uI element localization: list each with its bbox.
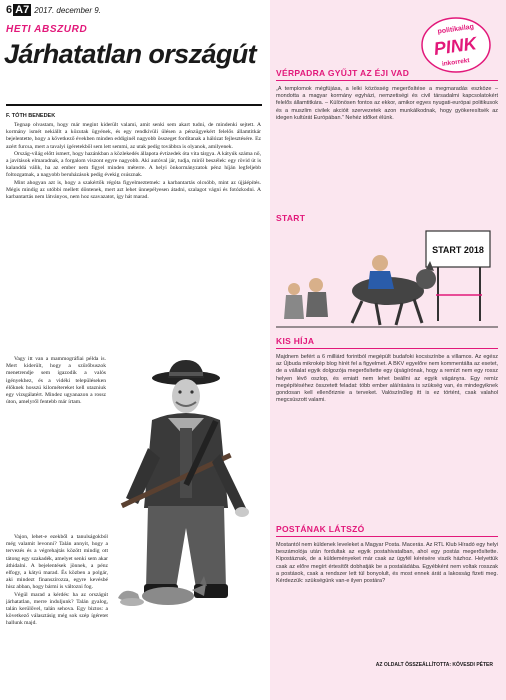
article-body-bottom bbox=[6, 534, 108, 694]
brand-word: PINK bbox=[432, 33, 478, 59]
headline: Járhatatlan országút bbox=[4, 39, 257, 69]
sidebar-section-title: START bbox=[276, 213, 306, 223]
page-code: A7 bbox=[15, 4, 30, 16]
sidebar-section-title: KIS HÍJA bbox=[276, 336, 315, 346]
paragraph: Vajon, lehet-e ezekből a tanulságokból még valamit levonni? Talán annyit, hogy a tervezés és a végrehajtás között mindig ott tátong egy szakadék, amelyet senki sem akar áthidalni. A bejelentések jönnek, a pénz elfogy, a kátyú marad. És közben a polgár, aki mindezt finanszírozza, egyre kevésbé hisz abban, hogy bármi is változni fog. bbox=[6, 534, 108, 591]
start-sign-text: START 2018 bbox=[432, 245, 484, 255]
sidebar-section-title: POSTÁNAK LÁTSZÓ bbox=[276, 524, 365, 534]
paragraph: Tegnap olvastam, hogy már megint kiderült valami, amit senki sem akart tudni, de mindenki sejtett. A kormány ismét nekiállt a közutak ügyének, és egy rendkívüli ülésen a pénzügyekért felelős államtitkár bejelentette, hogy a következő években minden eddiginél nagyobb összeget fordítanak a hálózat fejlesztésére. Ez azért furcsa, mert a tavalyi ígéretekből sem lett semmi, az utak pedig továbbra is olyanok, amilyenek. bbox=[6, 122, 261, 150]
pink-brand-logo bbox=[420, 14, 492, 76]
page-header bbox=[6, 4, 101, 16]
page-number: 6 bbox=[6, 4, 13, 16]
article-body-top bbox=[6, 122, 261, 355]
section-rule bbox=[276, 80, 498, 81]
paragraph: Ország-világ előtt ismert, hogy hazánkban a közlekedés állapota évtizedek óta vita tárgya. A kátyúk száma nő, a javítások elmaradnak, a forgalom viszont egyre nagyobb. Aki autóval jár, tudja, miről beszélek: egy rövid út is kalanddá válik, ha az ember nem figyel minden méterre. A helyi önkormányzatok pénz híján legfeljebb foltozgatnak, a nagyobb beruházások pedig évekig csúsznak. bbox=[6, 150, 261, 179]
start-cartoon bbox=[276, 225, 498, 335]
issue-date: 2017. december 9. bbox=[34, 6, 101, 15]
sidebar-section-text: „A templomok mégfújása, a lelki közösség megerősítése a megmaradás eszköze – mondotta a magyar kormány egyházi, nemzetiségi és civil társadalmi kapcsolatokért felelős államtitkára. – Különösen fontos az ekkor, amikor egyes nyugati-európai politikusok és a muszlim civilek akcióit szervezetek azon munkálkodnak, hogy gyökeresítsék az idegen kultúrát Európában.” Nehéz időket élünk. bbox=[276, 86, 498, 121]
sidebar-section-text: Majdnem befért a 6 milliárd forintból megépült budafoki kocsiszínbe a villamos. Az egész az Újbuda mikrokép blog hírét fel a figyelmet. A BKV egyelőre nem kommentálta az esetet, de a vállalat egyik dolgozója megerősítette egy újságírónak, hogy a remízt nem egy rossz helyen lévő oszlop, és emiatt nem lehet beállni az egyik vágányra. Egy remíz megépítéséhez összetett feladat: több ember aláírására is szükség van, és mindegyiknek gondosan kell ellenőriznie a terveket. Valószínűleg itt is ez történt, csak valahol megcsúszott valami. bbox=[276, 354, 498, 404]
hunter-photo bbox=[108, 358, 264, 610]
page-credit: AZ OLDALT ÖSSZEÁLLÍTOTTA: KÖVESDI PÉTER bbox=[375, 662, 493, 668]
article-body-side bbox=[6, 356, 106, 534]
section-rule bbox=[276, 348, 498, 349]
paragraph: Vagy itt van a mammográfiai példa is. Mert kiderült, hogy a szűrőbuszok menetrendje sem igazodik a valós igényekhez, és a vidéki településeken élőknek hosszú kilométereket kell utazniuk egy vizsgálatért. Mindez ugyanazon a rossz úton, amelyről fentebb már írtam. bbox=[6, 356, 106, 406]
section-rule bbox=[276, 536, 498, 537]
sidebar-section-text: Mostantól nem küldenek leveleket a Magyar Posta. Macerás. Az RTL Klub Híradó egy helyi beszámolója után fordultak az egyik postahivatalban, ahol egy postás megerősítette. Kipostáznak, de a küldeményeket már csak az ügyfél kérésére viszik házhoz. Helyettük csak az előre megírt értesítőt dobhatják be a postaládába. Egyébként nem voltak rosszak a postások, csak a rendszer lett túl bonyolult, és most ennek árát a lakosság fizeti meg. Kérdezzük: szükségünk van-e ilyen postára? bbox=[276, 542, 498, 585]
brand-line-bottom: inkorrekt bbox=[441, 57, 471, 68]
byline: F. TÓTH BENEDEK bbox=[6, 113, 56, 119]
section-label: HETI ABSZURD bbox=[6, 24, 88, 35]
sidebar-section-title: VÉRPADRA GYŰJT AZ ÉJI VAD bbox=[276, 68, 410, 78]
paragraph: Végül marad a kérdés: ha az országút járhatatlan, merre induljunk? Talán gyalog, talán kerülővel, talán sehova. Egy biztos: a következő választásig még sok szép ígéretet hallunk majd. bbox=[6, 591, 108, 627]
brand-line-top: politikailag bbox=[437, 23, 475, 36]
headline-rule bbox=[6, 104, 262, 106]
paragraph: Mint ahogyan azt is, hogy a szakértők régóta figyelmeztetnek: a karbantartás olcsóbb, mint az újjáépítés. Mégis mindig az utóbbi mellett döntenek, mert azt lehet ünnepélyesen átadni, szalagot vágni és fotózkodni. A karbantartás nem látványos, nem hoz szavazatot, így hát marad. bbox=[6, 179, 261, 201]
